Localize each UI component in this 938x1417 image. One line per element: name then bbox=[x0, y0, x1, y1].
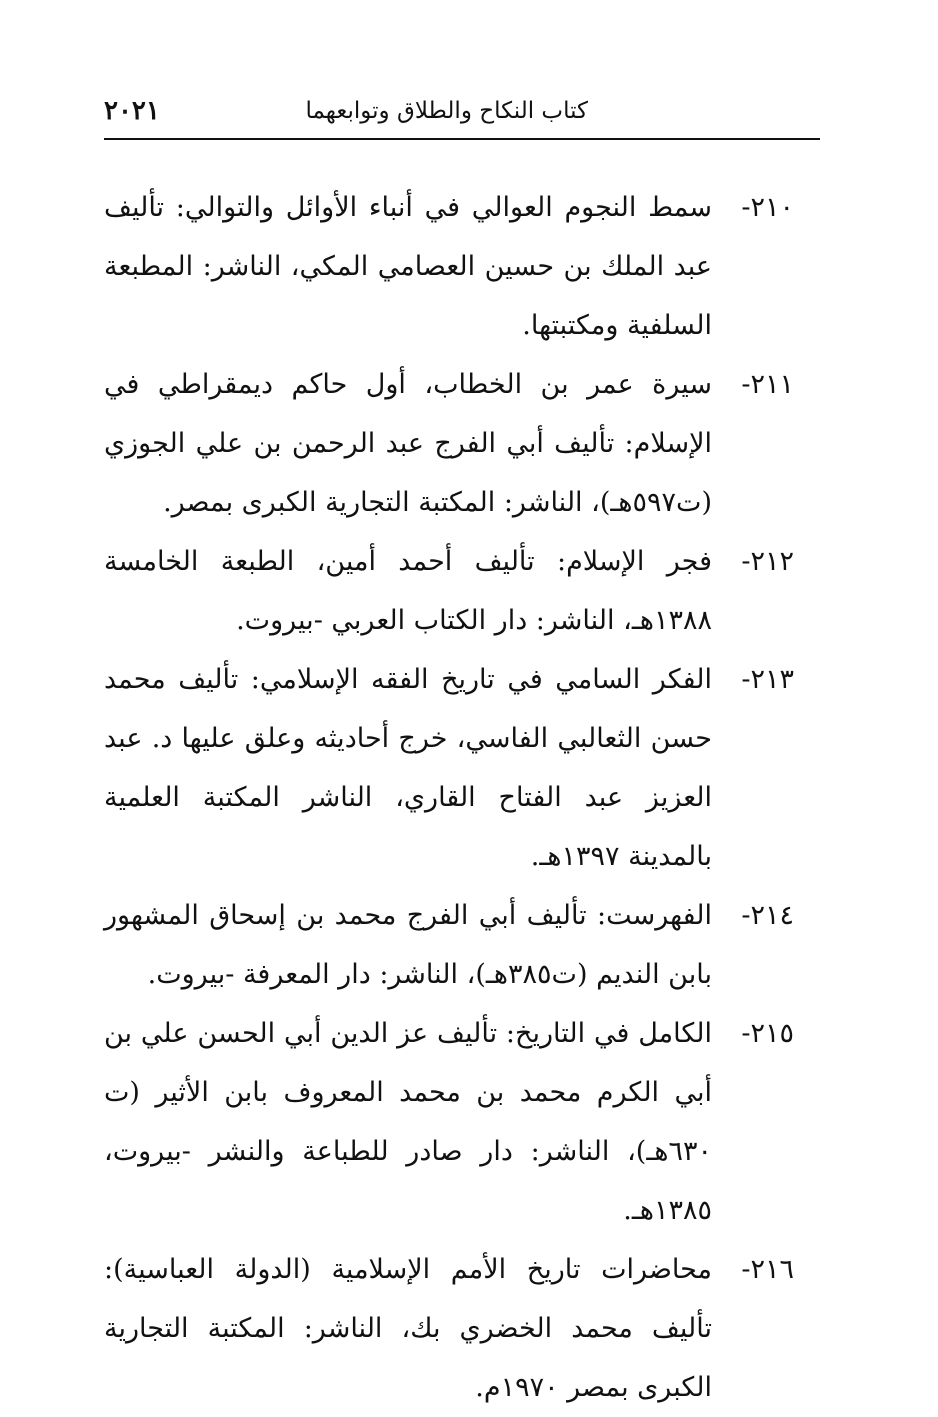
entry-text: الفهرست: تأليف أبي الفرج محمد بن إسحاق المشهور بابن النديم (ت٣٨٥هـ)، الناشر: دار المعرفة -بيروت. bbox=[104, 900, 712, 990]
entry-text: محاضرات تاريخ الأمم الإسلامية (الدولة العباسية): تأليف محمد الخضري بك، الناشر: المكتبة التجارية الكبرى بمصر ١٩٧٠م. bbox=[104, 1254, 712, 1403]
bibliography-entry bbox=[104, 650, 794, 886]
entry-number: ٢١٢- bbox=[741, 546, 794, 577]
entry-number: ٢١٦- bbox=[741, 1254, 794, 1285]
bibliography-entry bbox=[104, 1004, 794, 1240]
running-header bbox=[104, 96, 820, 136]
running-header-title: كتاب النكاح والطلاق وتوابعهما bbox=[305, 98, 588, 124]
bibliography-entry bbox=[104, 532, 794, 650]
bibliography-entry bbox=[104, 886, 794, 1004]
entry-text: الفكر السامي في تاريخ الفقه الإسلامي: تأليف محمد حسن الثعالبي الفاسي، خرج أحاديثه وعلق عليها د. عبد العزيز عبد الفتاح القاري، الناشر المكتبة العلمية بالمدينة ١٣٩٧هـ. bbox=[104, 664, 712, 872]
entry-number: ٢١٤- bbox=[741, 900, 794, 931]
header-divider bbox=[104, 138, 820, 140]
entry-text: الكامل في التاريخ: تأليف عز الدين أبي الحسن علي بن أبي الكرم محمد بن محمد المعروف بابن الأثير (ت ٦٣٠هـ)، الناشر: دار صادر للطباعة والنشر -بيروت، ١٣٨٥هـ. bbox=[104, 1018, 712, 1226]
entry-number: ٢١٣- bbox=[741, 664, 794, 695]
entry-text: فجر الإسلام: تأليف أحمد أمين، الطبعة الخامسة ١٣٨٨هـ، الناشر: دار الكتاب العربي -بيروت. bbox=[104, 546, 712, 636]
bibliography-entry bbox=[104, 1240, 794, 1417]
bibliography-entry bbox=[104, 355, 794, 532]
entry-number: ٢١٠- bbox=[741, 192, 794, 223]
entry-number: ٢١١- bbox=[741, 369, 794, 400]
bibliography-entry bbox=[104, 178, 794, 355]
entry-text: سيرة عمر بن الخطاب، أول حاكم ديمقراطي في الإسلام: تأليف أبي الفرج عبد الرحمن بن علي الجوزي (ت٥٩٧هـ)، الناشر: المكتبة التجارية الكبرى بمصر. bbox=[104, 369, 712, 518]
entry-number: ٢١٥- bbox=[741, 1018, 794, 1049]
page-number: ٢٠٢١ bbox=[104, 96, 160, 126]
entry-text: سمط النجوم العوالي في أنباء الأوائل والتوالي: تأليف عبد الملك بن حسين العصامي المكي، الناشر: المطبعة السلفية ومكتبتها. bbox=[104, 192, 712, 341]
bibliography-list bbox=[104, 178, 794, 1417]
